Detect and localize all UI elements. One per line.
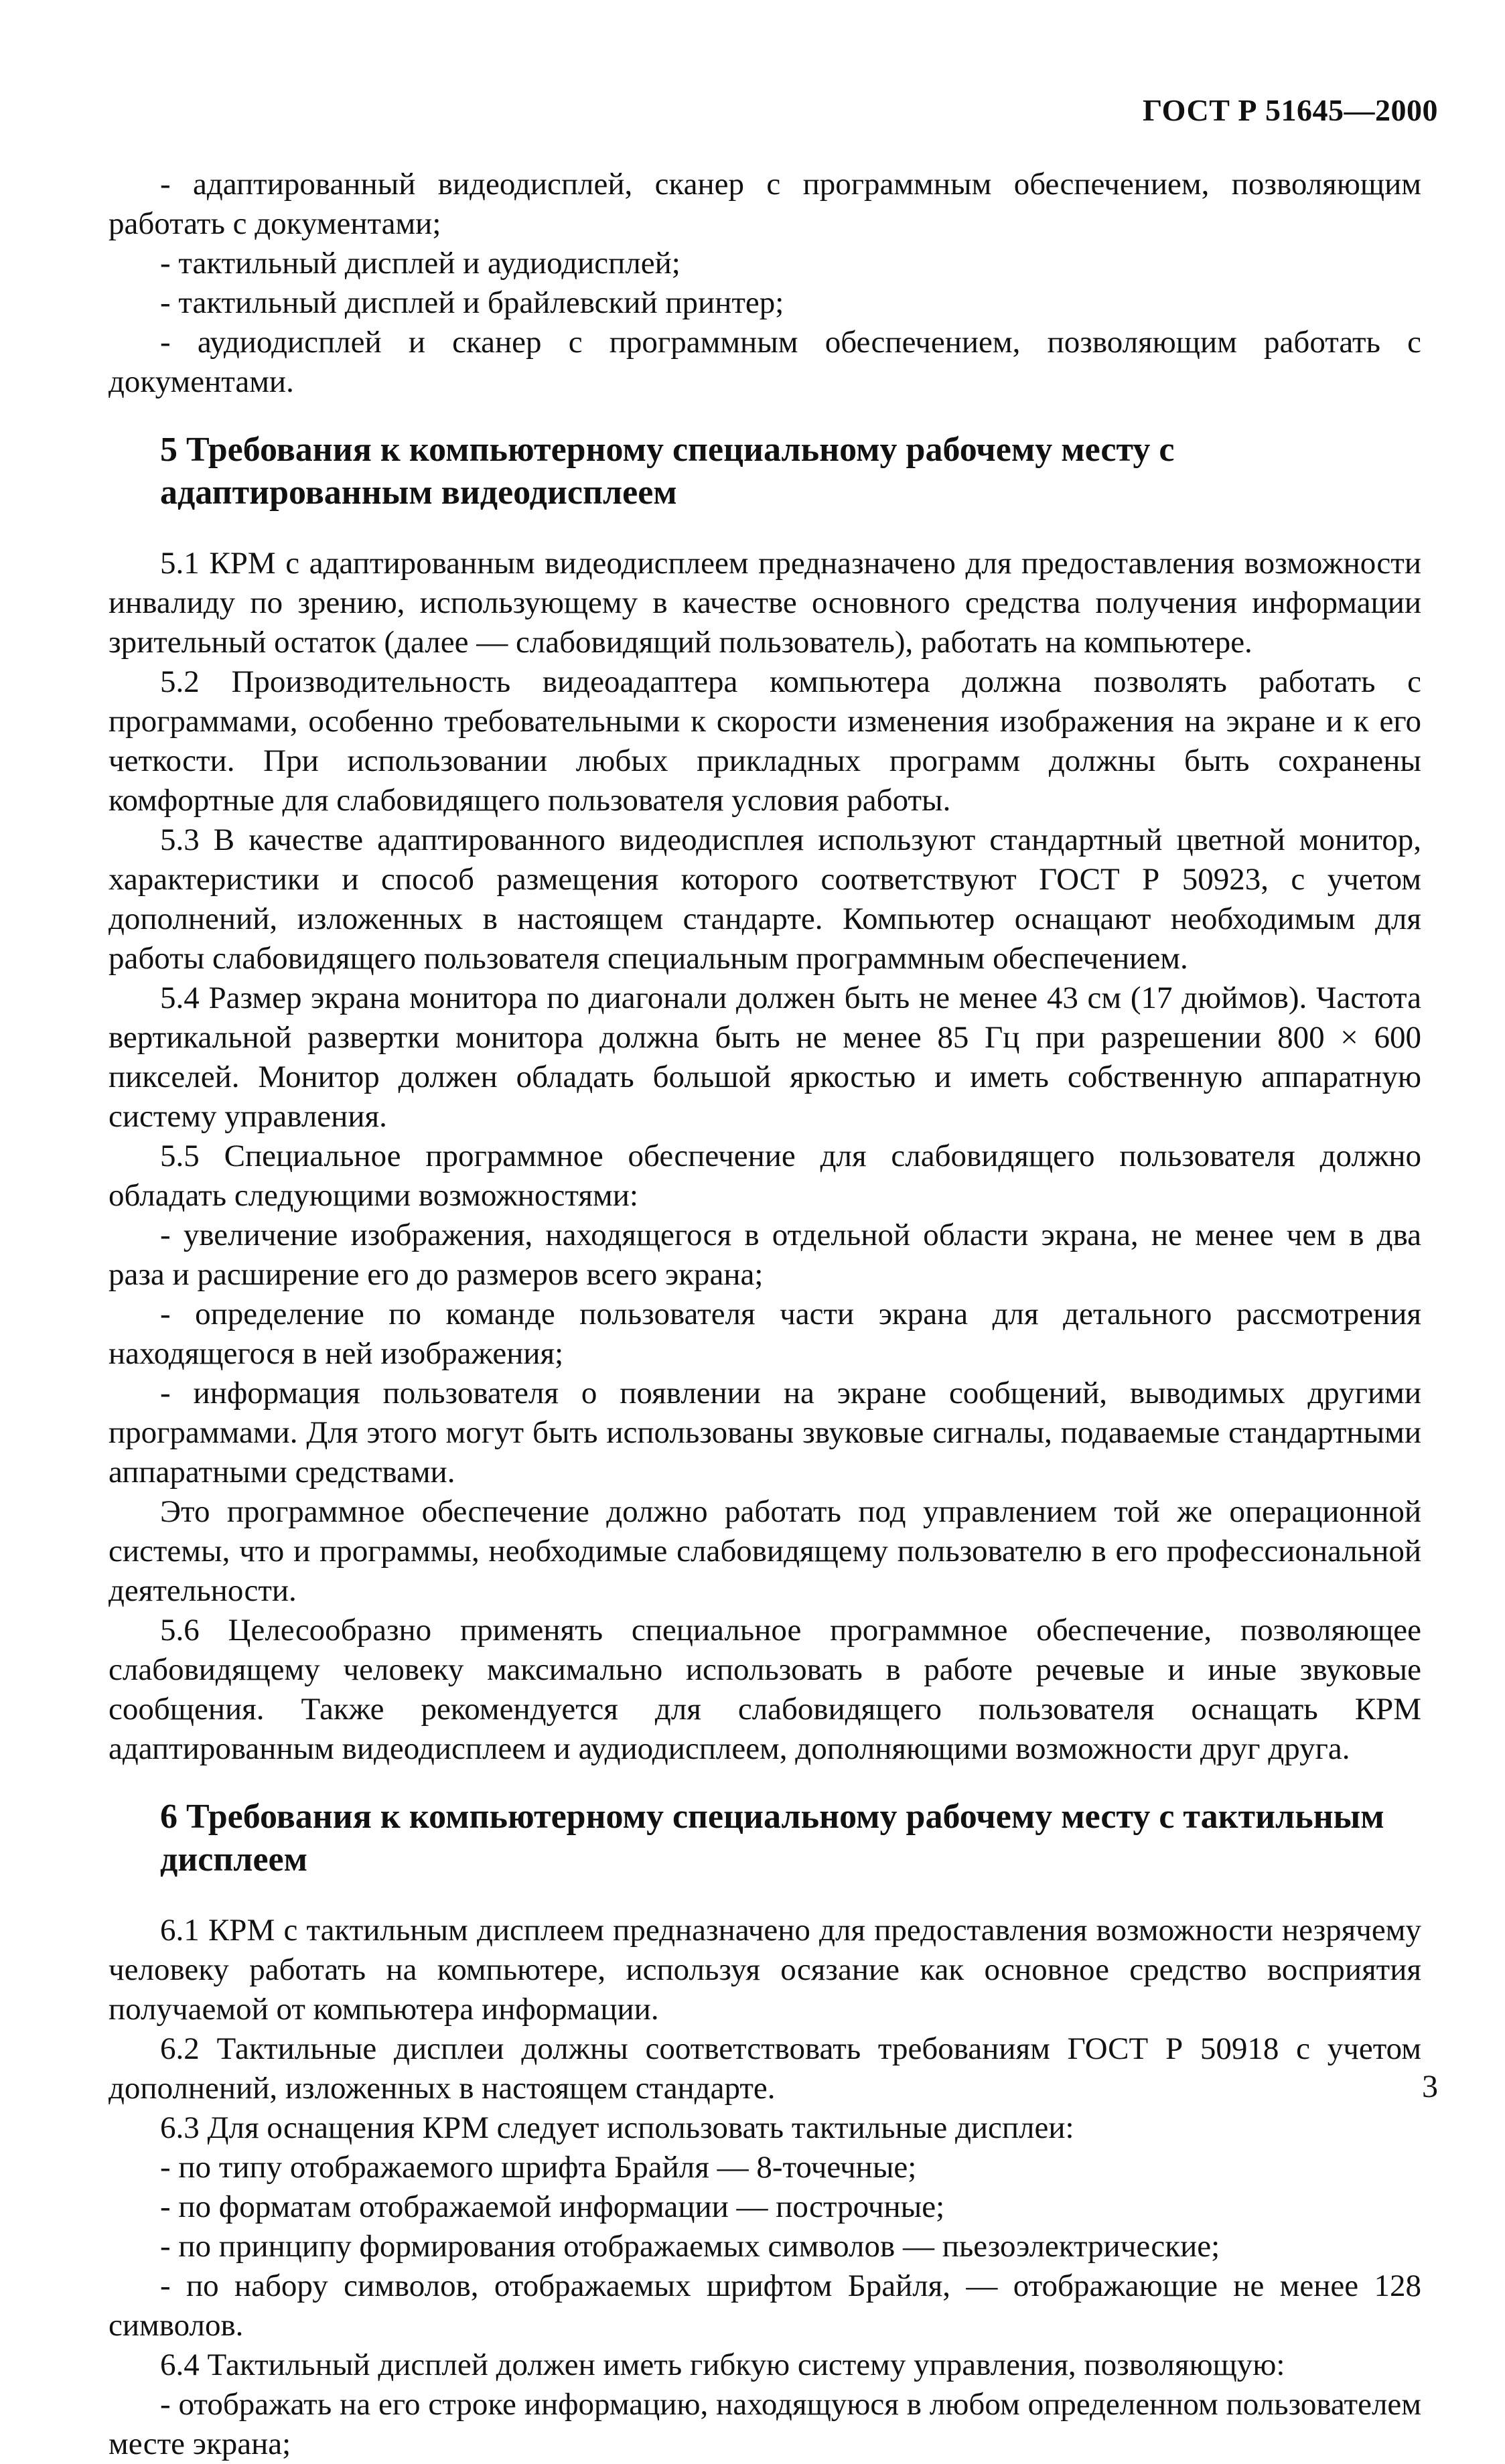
list-item: - информация пользователя о появлении на экране сообщений, выводимых другими программами. Для этого могут быть использованы звуковые сигналы, подаваемые стандартными аппаратными средствами. bbox=[109, 1376, 1421, 1490]
list-item: - тактильный дисплей и брайлевский принтер; bbox=[160, 285, 784, 320]
list-item: - по принципу формирования отображаемых символов — пьезоэлектрические; bbox=[160, 2229, 1220, 2264]
list-item: - по набору символов, отображаемых шрифтом Брайля, — отображающие не менее 128 символов. bbox=[109, 2268, 1421, 2343]
document-body bbox=[109, 165, 1421, 2464]
list-item: - по типу отображаемого шрифта Брайля — 8-точечные; bbox=[160, 2150, 917, 2185]
paragraph-5-1: 5.1 КРМ с адаптированным видеодисплеем предназначено для предоставления возможности инвалиду по зрению, использующему в качестве основного средства получения информации зрительный остаток (далее — слабовидящий пользователь), работать на компьютере. bbox=[109, 546, 1421, 660]
standard-number: ГОСТ Р 51645—2000 bbox=[1143, 93, 1438, 127]
list-item: - увеличение изображения, находящегося в отдельной области экрана, не менее чем в два раза и расширение его до размеров всего экрана; bbox=[109, 1218, 1421, 1292]
section-heading-5: 5 Требования к компьютерному специальному рабочему месту с адаптированным видеодисплеем bbox=[160, 431, 1175, 512]
page-number: 3 bbox=[1422, 2069, 1438, 2104]
paragraph-6-2: 6.2 Тактильные дисплеи должны соответствовать требованиям ГОСТ Р 50918 с учетом дополнений, изложенных в настоящем стандарте. bbox=[109, 2031, 1421, 2106]
paragraph-6-4: 6.4 Тактильный дисплей должен иметь гибкую систему управления, позволяющую: bbox=[160, 2347, 1285, 2382]
paragraph-5-5-tail: Это программное обеспечение должно работать под управлением той же операционной системы, что и программы, необходимые слабовидящему пользователю в его профессиональной деятельности. bbox=[109, 1494, 1421, 1608]
paragraph-5-3: 5.3 В качестве адаптированного видеодисплея используют стандартный цветной монитор, характеристики и способ размещения которого соответствуют ГОСТ Р 50923, с учетом дополнений, изложенных в настоящем стандарте. Компьютер оснащают необходимым для работы слабовидящего пользователя специальным программным обеспечением. bbox=[109, 822, 1421, 976]
paragraph-6-3: 6.3 Для оснащения КРМ следует использовать тактильные дисплеи: bbox=[160, 2110, 1074, 2145]
list-item: - определение по команде пользователя части экрана для детального рассмотрения находящегося в ней изображения; bbox=[109, 1297, 1421, 1371]
paragraph-5-4: 5.4 Размер экрана монитора по диагонали должен быть не менее 43 см (17 дюймов). Частота вертикальной развертки монитора должна быть не менее 85 Гц при разрешении 800 × 600 пикселей. Монитор должен обладать большой яркостью и иметь собственную аппаратную систему управления. bbox=[109, 981, 1421, 1134]
paragraph-5-2: 5.2 Производительность видеоадаптера компьютера должна позволять работать с программами, особенно требовательными к скорости изменения изображения на экране и к его четкости. При использовании любых прикладных программ должны быть сохранены комфортные для слабовидящего пользователя условия работы. bbox=[109, 664, 1421, 818]
list-item: - адаптированный видеодисплей, сканер с программным обеспечением, позволяющим работать с документами; bbox=[109, 167, 1421, 241]
list-item: - по форматам отображаемой информации — построчные; bbox=[160, 2189, 945, 2224]
paragraph-5-6: 5.6 Целесообразно применять специальное программное обеспечение, позволяющее слабовидящему человеку максимально использовать в работе речевые и иные звуковые сообщения. Также рекомендуется для слабовидящего пользователя оснащать КРМ адаптированным видеодисплеем и аудиодисплеем, дополняющими возможности друг друга. bbox=[109, 1613, 1421, 1766]
section-heading-6: 6 Требования к компьютерному специальному рабочему месту с тактильным дисплеем bbox=[160, 1798, 1384, 1879]
paragraph-6-1: 6.1 КРМ с тактильным дисплеем предназначено для предоставления возможности незрячему человеку работать на компьютере, используя осязание как основное средство восприятия получаемой от компьютера информации. bbox=[109, 1913, 1421, 2027]
list-item: - аудиодисплей и сканер с программным обеспечением, позволяющим работать с документами. bbox=[109, 325, 1421, 399]
paragraph-5-5: 5.5 Специальное программное обеспечение для слабовидящего пользователя должно обладать следующими возможностями: bbox=[109, 1139, 1421, 1213]
list-item: - тактильный дисплей и аудиодисплей; bbox=[160, 246, 680, 281]
list-item: - отображать на его строке информацию, находящуюся в любом определенном пользователем месте экрана; bbox=[109, 2387, 1421, 2461]
